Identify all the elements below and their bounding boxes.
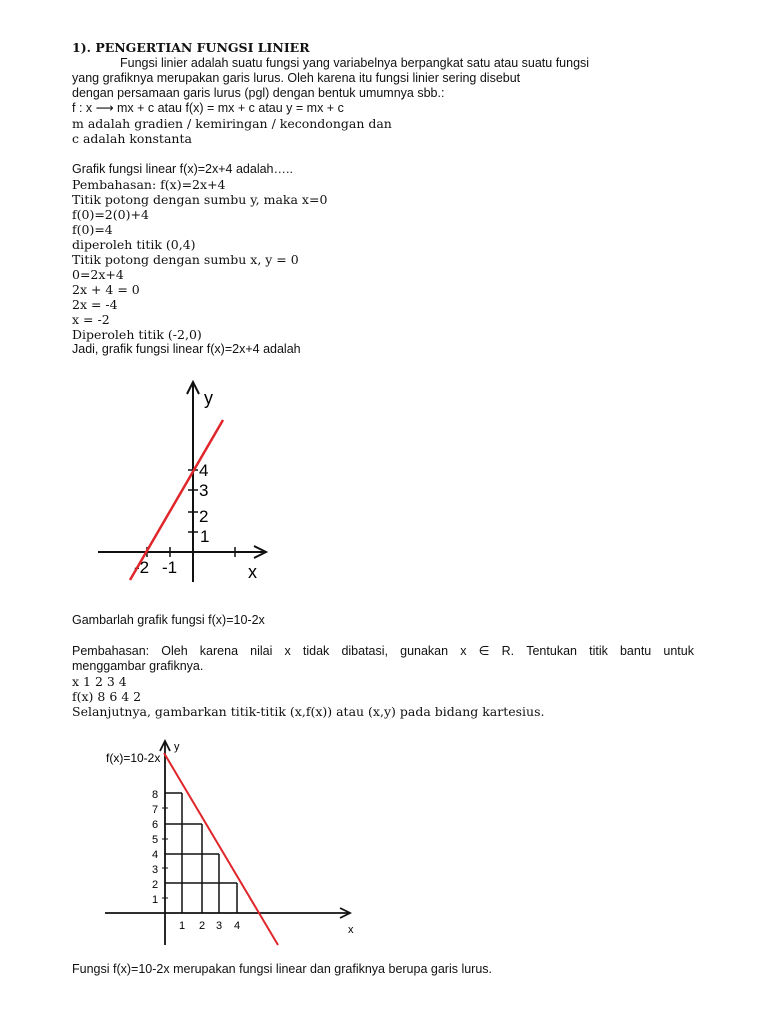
example1-step: 2x = -4: [72, 297, 118, 312]
example1-step: f(0)=4: [72, 222, 113, 237]
example1-step: diperoleh titik (0,4): [72, 237, 196, 252]
word: R.: [501, 644, 515, 658]
constant-definition: c adalah konstanta: [72, 131, 192, 146]
x-tick-label: 1: [179, 920, 186, 932]
y-tick-label: 2: [199, 507, 209, 526]
example1-question: Grafik fungsi linear f(x)=2x+4 adalah…..: [72, 162, 293, 176]
y-tick-label: 2: [152, 879, 159, 891]
y-axis-label: y: [174, 741, 180, 753]
x-axis-label: x: [248, 562, 257, 582]
table-fx-row: f(x) 8 6 4 2: [72, 689, 142, 704]
word: titik: [589, 644, 608, 658]
y-tick-label: 4: [152, 849, 159, 861]
x-axis-label: x: [348, 924, 354, 936]
definition-line-3: dengan persamaan garis lurus (pgl) dengan bentuk umumnya sbb.:: [72, 86, 445, 100]
word: tidak: [302, 644, 330, 658]
definition-line-2: yang grafiknya merupakan garis lurus. Oleh karena itu fungsi linier sering disebut: [72, 71, 521, 85]
y-tick-label: 7: [152, 804, 159, 816]
word: Oleh: [161, 644, 188, 658]
general-formula: f : x ⟶ mx + c atau f(x) = mx + c atau y = mx + c: [72, 101, 344, 115]
example1-step: 2x + 4 = 0: [72, 282, 140, 297]
graph-2x-plus-4: [90, 372, 280, 587]
y-tick-label: 4: [199, 461, 209, 480]
x-tick-label: 4: [234, 920, 241, 932]
example1-step: Titik potong dengan sumbu x, y = 0: [72, 252, 299, 267]
word: Tentukan: [526, 644, 577, 658]
word: karena: [199, 644, 239, 658]
word: x: [284, 644, 291, 658]
x-tick-label: 2: [199, 920, 206, 932]
y-tick-label: 1: [152, 894, 159, 906]
example2-conclusion: Fungsi f(x)=10-2x merupakan fungsi linear dan grafiknya berupa garis lurus.: [72, 962, 493, 976]
section-title: 1). PENGERTIAN FUNGSI LINIER: [72, 40, 310, 55]
word: dibatasi,: [341, 644, 388, 658]
example2-instruction: Selanjutnya, gambarkan titik-titik (x,f(x)) atau (x,y) pada bidang kartesius.: [72, 704, 545, 719]
function-line: [130, 420, 223, 580]
example1-step: Jadi, grafik fungsi linear f(x)=2x+4 adalah: [72, 342, 301, 356]
x-tick-label: -1: [162, 558, 178, 577]
example1-step: Titik potong dengan sumbu y, maka x=0: [72, 192, 328, 207]
gradient-definition: m adalah gradien / kemiringan / kecondongan dan: [72, 116, 392, 131]
element-of-symbol: ∈: [478, 644, 490, 658]
function-line: [164, 753, 278, 945]
word: nilai: [250, 644, 273, 658]
y-tick-label: 8: [152, 789, 159, 801]
x-tick-label: 3: [216, 920, 223, 932]
function-label: f(x)=10-2x: [106, 751, 161, 765]
y-tick-label: 1: [200, 527, 210, 546]
example1-step: 0=2x+4: [72, 267, 124, 282]
graph-10-minus-2x: [100, 735, 370, 950]
example1-step: f(0)=2(0)+4: [72, 207, 149, 222]
example1-step: Pembahasan: f(x)=2x+4: [72, 177, 226, 192]
table-x-row: x 1 2 3 4: [72, 674, 127, 689]
y-tick-label: 5: [152, 834, 159, 846]
word: x: [460, 644, 467, 658]
example2-explanation-line2: menggambar grafiknya.: [72, 659, 204, 673]
y-tick-label: 3: [199, 481, 209, 500]
word: gunakan: [400, 644, 449, 658]
example1-step: Diperoleh titik (-2,0): [72, 327, 202, 342]
example1-step: x = -2: [72, 312, 110, 327]
y-tick-label: 6: [152, 819, 159, 831]
example2-question: Gambarlah grafik fungsi f(x)=10-2x: [72, 613, 265, 627]
word: untuk: [663, 644, 694, 658]
y-tick-label: 3: [152, 864, 159, 876]
x-tick-label: -2: [134, 558, 150, 577]
definition-line-1: Fungsi linier adalah suatu fungsi yang variabelnya berpangkat satu atau suatu fungsi: [120, 56, 590, 70]
word: bantu: [619, 644, 652, 658]
example2-explanation: [72, 644, 694, 659]
y-axis-label: y: [204, 388, 213, 408]
word: Pembahasan:: [72, 644, 150, 658]
